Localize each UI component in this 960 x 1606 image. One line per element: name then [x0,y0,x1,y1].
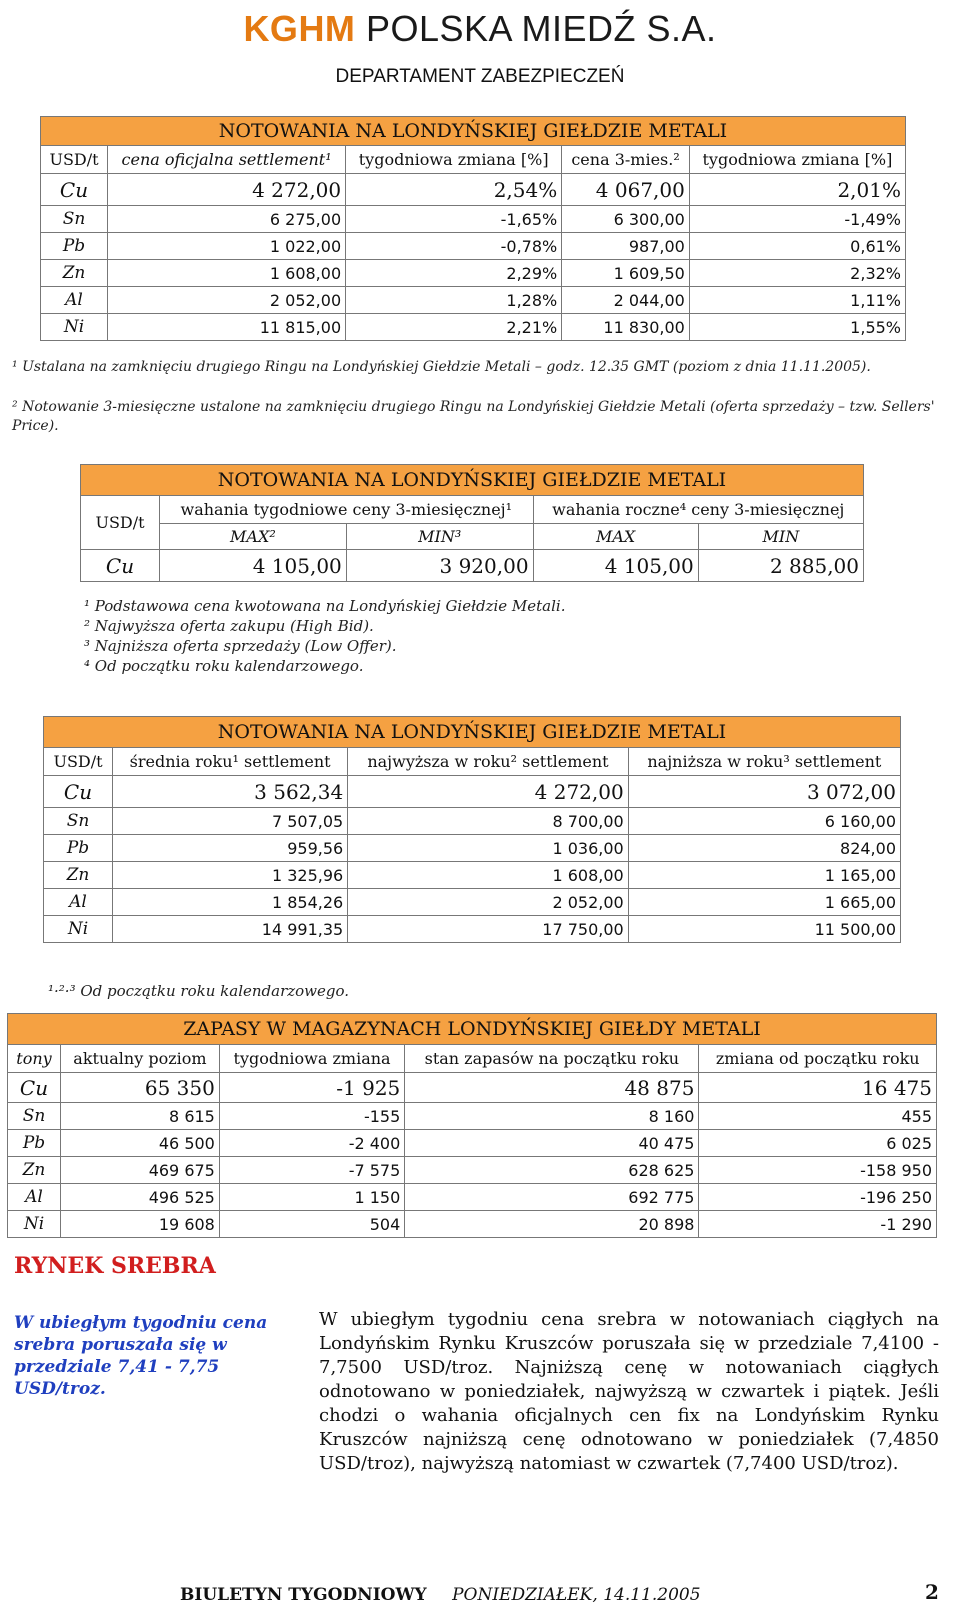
header-cell: USD/t [41,146,108,174]
metal-label: Cu [81,550,160,582]
cell: -7 575 [219,1157,404,1184]
table-row [8,1157,937,1184]
cell: 692 775 [405,1184,699,1211]
table-row [44,776,901,808]
header-cell: MAX² [160,524,347,550]
cell: -0,78% [346,233,562,260]
lme-prices-table [40,116,906,341]
metal-label: Sn [44,808,113,835]
header-cell: najwyższa w roku² settlement [348,748,628,776]
table-header-row [81,496,864,524]
cell: 1 609,50 [562,260,690,287]
cell: 2,32% [689,260,905,287]
table-title: NOTOWANIA NA LONDYŃSKIEJ GIEŁDZIE METALI [81,465,864,496]
footnote: ² Najwyższa oferta zakupu (High Bid). [84,617,374,635]
cell: 11 830,00 [562,314,690,341]
cell: 2,54% [346,174,562,206]
cell: 2 885,00 [698,550,863,582]
cell: 2,01% [689,174,905,206]
section-title: RYNEK SREBRA [14,1253,216,1279]
footnote: ¹ Podstawowa cena kwotowana na Londyńskiej Giełdzie Metali. [84,597,566,615]
table-row [8,1211,937,1238]
table-subheader-row [81,524,864,550]
cell: 6 160,00 [628,808,900,835]
department-name: DEPARTAMENT ZABEZPIECZEŃ [335,66,625,87]
cell: -155 [219,1103,404,1130]
section-lead: W ubiegłym tygodniu cena srebra poruszała się w przedziale 7,41 - 7,75 USD/troz. [14,1313,268,1399]
table-header-row [8,1045,937,1073]
metal-label: Zn [44,862,113,889]
cell: 20 898 [405,1211,699,1238]
cell: 46 500 [61,1130,220,1157]
lme-yearly-table [43,716,901,943]
metal-label: Ni [44,916,113,943]
cell: 4 105,00 [160,550,347,582]
cell: 19 608 [61,1211,220,1238]
cell: 1 608,00 [348,862,628,889]
section-body: W ubiegłym tygodniu cena srebra w notowaniach ciągłych na Londyńskim Rynku Kruszców poruszała się w przedziale 7,4100 - 7,7500 USD/troz. Najniższą cenę w notowaniach ciągłych odnotowano w poniedziałek, najwyższą w czwartek i piątek. Jeśli chodzi o wahania oficjalnych cen fix na Londyńskim Rynku Kruszców najniższą cenę odnotowano w poniedziałek (7,4850 USD/troz), najwyższą natomiast w czwartek (7,7400 USD/troz). [319,1309,939,1474]
header-cell: cena 3-mies.² [562,146,690,174]
table-title: ZAPASY W MAGAZYNACH LONDYŃSKIEJ GIEŁDY METALI [8,1014,937,1045]
footnote: ² Notowanie 3-miesięczne ustalone na zamknięciu drugiego Ringu na Londyńskiej Giełdzie Metali (oferta sprzedaży – tzw. Sellers' Price). [12,399,935,434]
cell: 11 500,00 [628,916,900,943]
cell: 1,28% [346,287,562,314]
footnote: ¹ Ustalana na zamknięciu drugiego Ringu na Londyńskiej Giełdzie Metali – godz. 12.35 GMT (poziom z dnia 11.11.2005). [12,359,871,375]
table-row [41,206,906,233]
cell: 6 025 [699,1130,937,1157]
cell: -1 925 [219,1073,404,1103]
metal-label: Ni [8,1211,61,1238]
cell: 40 475 [405,1130,699,1157]
cell: 7 507,05 [113,808,348,835]
lme-fluctuations-table [80,464,864,582]
metal-label: Al [41,287,108,314]
company-name [0,8,960,50]
cell: 2 044,00 [562,287,690,314]
footnote: ³ Najniższa oferta sprzedaży (Low Offer). [84,637,397,655]
cell: -1,65% [346,206,562,233]
cell: 824,00 [628,835,900,862]
metal-label: Al [44,889,113,916]
footnote: ⁴ Od początku roku kalendarzowego. [84,657,364,675]
page-footer [180,1585,701,1605]
cell: -196 250 [699,1184,937,1211]
header-cell: MAX [533,524,698,550]
cell: 1 022,00 [108,233,346,260]
metal-label: Pb [8,1130,61,1157]
cell: 959,56 [113,835,348,862]
table-row [44,808,901,835]
cell: 1 854,26 [113,889,348,916]
table-row [44,889,901,916]
metal-label: Cu [44,776,113,808]
footnote: ¹·²·³ Od początku roku kalendarzowego. [48,982,350,1000]
header-cell: tygodniowa zmiana [%] [346,146,562,174]
metal-label: Al [8,1184,61,1211]
cell: 48 875 [405,1073,699,1103]
cell: 1 608,00 [108,260,346,287]
table-title: NOTOWANIA NA LONDYŃSKIEJ GIEŁDZIE METALI [41,117,906,146]
table-row [41,233,906,260]
cell: 8 160 [405,1103,699,1130]
header-cell: MIN [698,524,863,550]
metal-label: Sn [8,1103,61,1130]
header-cell: aktualny poziom [61,1045,220,1073]
cell: 4 067,00 [562,174,690,206]
metal-label: Pb [44,835,113,862]
header-cell: stan zapasów na początku roku [405,1045,699,1073]
header-cell: cena oficjalna settlement¹ [108,146,346,174]
metal-label: Ni [41,314,108,341]
cell: 3 072,00 [628,776,900,808]
cell: 3 920,00 [346,550,533,582]
cell: 3 562,34 [113,776,348,808]
cell: 6 275,00 [108,206,346,233]
cell: -158 950 [699,1157,937,1184]
table-row [8,1103,937,1130]
cell: 8 700,00 [348,808,628,835]
brand-kghm: KGHM [243,8,356,49]
cell: 1,11% [689,287,905,314]
table-row [41,174,906,206]
cell: -1,49% [689,206,905,233]
table-row [41,260,906,287]
table-row [8,1073,937,1103]
table-header-row [41,146,906,174]
cell: 1 036,00 [348,835,628,862]
cell: 1 165,00 [628,862,900,889]
table-header-row [44,748,901,776]
cell: 1 665,00 [628,889,900,916]
header-cell: tygodniowa zmiana [%] [689,146,905,174]
metal-label: Zn [8,1157,61,1184]
header-cell: najniższa w roku³ settlement [628,748,900,776]
cell: 4 272,00 [108,174,346,206]
table-row [8,1184,937,1211]
cell: 987,00 [562,233,690,260]
table-title: NOTOWANIA NA LONDYŃSKIEJ GIEŁDZIE METALI [44,717,901,748]
metal-label: Cu [8,1073,61,1103]
cell: 16 475 [699,1073,937,1103]
table-row [44,916,901,943]
cell: 455 [699,1103,937,1130]
table-row [41,287,906,314]
cell: 496 525 [61,1184,220,1211]
table-row [8,1130,937,1157]
cell: 1,55% [689,314,905,341]
table-row [81,550,864,582]
bulletin-title: BIULETYN TYGODNIOWY [180,1585,427,1605]
metal-label: Sn [41,206,108,233]
header-cell: wahania roczne⁴ ceny 3-miesięcznej [533,496,863,524]
lme-stocks-table [7,1013,937,1238]
cell: 11 815,00 [108,314,346,341]
cell: 469 675 [61,1157,220,1184]
bulletin-date: PONIEDZIAŁEK, 14.11.2005 [452,1585,701,1605]
header-cell: zmiana od początku roku [699,1045,937,1073]
header-cell: wahania tygodniowe ceny 3-miesięcznej¹ [160,496,534,524]
brand-rest: POLSKA MIEDŹ S.A. [365,8,717,49]
table-row [44,862,901,889]
cell: 2 052,00 [108,287,346,314]
unit-cell: USD/t [81,496,160,550]
cell: 504 [219,1211,404,1238]
page-number: 2 [925,1580,939,1604]
cell: 0,61% [689,233,905,260]
metal-label: Pb [41,233,108,260]
cell: -2 400 [219,1130,404,1157]
cell: 2 052,00 [348,889,628,916]
cell: 17 750,00 [348,916,628,943]
header-cell: tygodniowa zmiana [219,1045,404,1073]
header-cell: MIN³ [346,524,533,550]
cell: 1 325,96 [113,862,348,889]
cell: 8 615 [61,1103,220,1130]
cell: 6 300,00 [562,206,690,233]
cell: 2,21% [346,314,562,341]
table-row [44,835,901,862]
cell: 65 350 [61,1073,220,1103]
header-cell: USD/t [44,748,113,776]
header-cell: średnia roku¹ settlement [113,748,348,776]
cell: 4 105,00 [533,550,698,582]
cell: 628 625 [405,1157,699,1184]
cell: -1 290 [699,1211,937,1238]
table-row [41,314,906,341]
metal-label: Cu [41,174,108,206]
cell: 1 150 [219,1184,404,1211]
header-cell: tony [8,1045,61,1073]
cell: 4 272,00 [348,776,628,808]
metal-label: Zn [41,260,108,287]
cell: 14 991,35 [113,916,348,943]
cell: 2,29% [346,260,562,287]
